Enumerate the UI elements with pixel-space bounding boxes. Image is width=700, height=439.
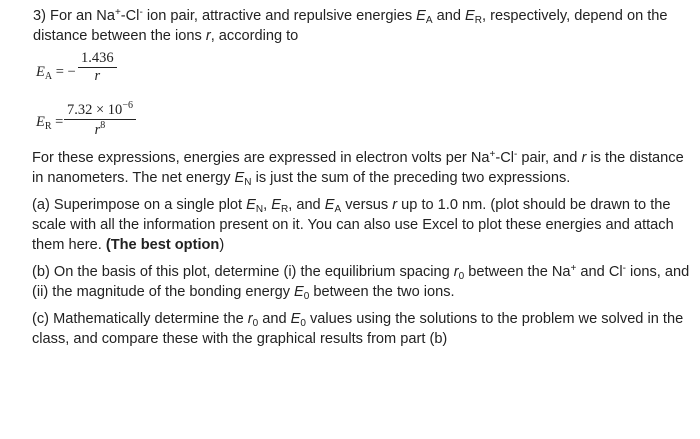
part-a-text-5: up to 1.0 nm. (plot should be drawn to the scale with all the information present on it. You can also use Excel to plot these energies and attach them here. (32, 197, 674, 253)
symbol-a: A (334, 204, 342, 215)
symbol-e: E (271, 197, 281, 213)
symbol-zero: 0 (300, 318, 306, 329)
intro-text-5: , respectively, depend on the distance between the ions (33, 8, 668, 44)
ea-subscript: A (44, 71, 53, 82)
units-text-5: is just the sum of the preceding two expressions. (251, 170, 571, 186)
part-a-text-1: (a) Superimpose on a single plot (32, 197, 247, 213)
ea-numerator: 1.436 (81, 50, 114, 66)
symbol-r: r (392, 197, 398, 213)
symbol-e: E (416, 8, 426, 24)
ea-equals: = − (52, 64, 76, 80)
er-fraction (64, 100, 136, 139)
part-b-text-4: ions, and (ii) the magnitude of the bonding energy (32, 264, 690, 300)
part-b (32, 262, 692, 302)
er-denominator-base: r (94, 122, 101, 138)
units-text-1: For these expressions, energies are expressed in electron volts per Na (32, 150, 490, 166)
symbol-zero: 0 (303, 291, 310, 302)
symbol-n: N (244, 177, 252, 188)
symbol-e: E (294, 284, 304, 300)
symbol-n: N (255, 204, 264, 215)
intro-text-4: and (432, 8, 466, 24)
equation-er-lhs (36, 114, 63, 131)
units-text-3: pair, and (517, 150, 582, 166)
part-a-text-4: versus (341, 197, 393, 213)
minus-sign: - (139, 7, 143, 18)
symbol-r: r (205, 28, 211, 44)
symbol-r: r (247, 311, 253, 327)
part-a-text-3: , and (288, 197, 325, 213)
plus-sign: + (114, 7, 121, 18)
intro-text-6: , according to (210, 28, 299, 44)
symbol-zero: 0 (458, 271, 465, 282)
symbol-r: r (581, 150, 587, 166)
intro-text-3: ion pair, attractive and repulsive energies (142, 8, 417, 24)
er-numerator-base: 7.32 × 10 (67, 102, 123, 118)
ea-symbol: E (36, 64, 45, 80)
symbol-e: E (290, 311, 301, 327)
part-a-text-2: , (263, 197, 272, 213)
part-b-text-2: between the Na (464, 264, 571, 280)
ea-fraction (78, 50, 117, 85)
equation-ea-lhs (36, 64, 76, 81)
intro-text-2: -Cl (120, 8, 140, 24)
symbol-r: r (453, 264, 459, 280)
symbol-a: A (425, 15, 433, 26)
plus-sign: + (489, 149, 496, 160)
part-b-text-1: (b) On the basis of this plot, determine (i) the equilibrium spacing (32, 264, 454, 280)
part-b-text-3: and Cl (576, 264, 623, 280)
symbol-e: E (465, 8, 475, 24)
symbol-e: E (324, 197, 335, 213)
units-text-2: -Cl (495, 150, 515, 166)
er-symbol: E (36, 114, 45, 130)
part-c-text-1: (c) Mathematically determine the (32, 311, 248, 327)
er-numerator-exponent: −6 (122, 100, 133, 111)
question-intro (33, 6, 693, 46)
part-c-text-3: values using the solutions to the problem we solved in the class, and compare these with the graphical results from part (b) (32, 311, 684, 347)
intro-text-1: For an Na (50, 8, 115, 24)
symbol-r-sub: R (280, 204, 289, 215)
plus-sign: + (570, 263, 577, 274)
part-c-text-2: and (258, 311, 291, 327)
minus-sign: - (514, 149, 518, 160)
best-option-label: (The best option (105, 237, 220, 253)
er-numerator (64, 100, 136, 119)
minus-sign: - (622, 263, 626, 274)
units-paragraph (32, 148, 692, 188)
question-number: 3) (33, 8, 46, 24)
symbol-e: E (246, 197, 256, 213)
part-a-text-6: ) (219, 237, 225, 253)
er-denominator-exponent: 8 (100, 120, 106, 131)
symbol-r-sub: R (474, 15, 483, 26)
er-equals: = (51, 114, 64, 130)
part-c (32, 309, 692, 349)
units-text-4: is the distance in nanometers. The net energy (32, 150, 684, 186)
part-a (32, 195, 692, 255)
symbol-zero: 0 (252, 318, 259, 329)
er-denominator (95, 120, 106, 139)
symbol-e: E (234, 170, 245, 186)
ea-denominator: r (94, 68, 101, 84)
er-subscript: R (44, 121, 52, 132)
part-b-text-5: between the two ions. (309, 284, 455, 300)
